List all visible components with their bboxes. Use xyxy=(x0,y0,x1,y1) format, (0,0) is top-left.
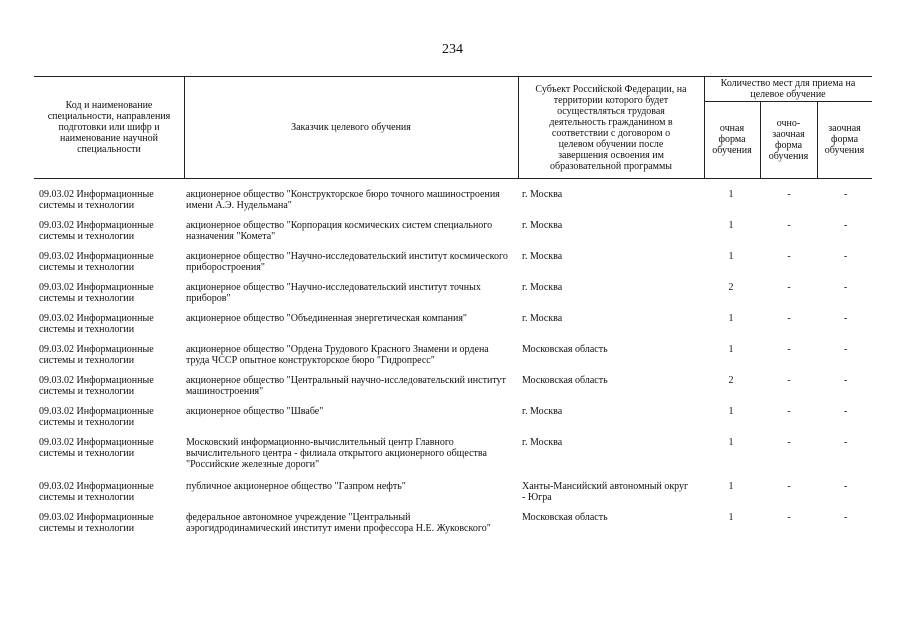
cell-part-time: - xyxy=(787,512,791,523)
table-header xyxy=(34,76,872,179)
cell-extramural: - xyxy=(843,251,848,262)
cell-code: 09.03.02 Информационные системы и технологии xyxy=(39,437,154,459)
cell-customer: акционерное общество "Научно-исследовательский институт космического приборостроения" xyxy=(186,251,508,273)
cell-part-time: - xyxy=(787,313,791,324)
cell-extramural: - xyxy=(843,375,848,386)
header-full-time: очная форма обучения xyxy=(712,123,752,156)
cell-extramural: - xyxy=(843,313,848,324)
table-row xyxy=(34,481,872,512)
cell-extramural: - xyxy=(843,512,848,523)
page-number: 234 xyxy=(442,42,463,57)
cell-part-time: - xyxy=(787,481,791,492)
cell-code: 09.03.02 Информационные системы и технологии xyxy=(39,481,154,503)
cell-full-time: 1 xyxy=(728,220,734,231)
cell-extramural: - xyxy=(843,344,848,355)
cell-full-time: 1 xyxy=(728,406,734,417)
cell-code: 09.03.02 Информационные системы и технологии xyxy=(39,406,154,428)
cell-region: г. Москва xyxy=(522,406,563,417)
cell-region: г. Москва xyxy=(522,313,563,324)
cell-part-time: - xyxy=(787,282,791,293)
cell-code: 09.03.02 Информационные системы и технологии xyxy=(39,251,154,273)
cell-customer: федеральное автономное учреждение "Центральный аэрогидродинамический институт имени профессора Н.Е. Жуковского" xyxy=(186,512,491,534)
table-row xyxy=(34,512,872,556)
cell-full-time: 1 xyxy=(728,189,734,200)
cell-customer: акционерное общество "Центральный научно-исследовательский институт машиностроения" xyxy=(186,375,506,397)
cell-customer: акционерное общество "Швабе" xyxy=(186,406,324,417)
cell-customer: публичное акционерное общество "Газпром нефть" xyxy=(186,481,406,492)
header-customer: Заказчик целевого обучения xyxy=(291,122,411,133)
cell-region: Московская область xyxy=(522,375,608,386)
cell-customer: акционерное общество "Ордена Трудового Красного Знамени и ордена труда ЧССР опытное конструкторское бюро "Гидропресс" xyxy=(186,344,489,366)
cell-customer: Московский информационно-вычислительный центр Главного вычислительного центра - филиала открытого акционерного общества "Российские железные дороги" xyxy=(186,437,487,470)
cell-part-time: - xyxy=(787,437,791,448)
cell-full-time: 1 xyxy=(728,251,734,262)
cell-full-time: 1 xyxy=(728,344,734,355)
header-part-time: очно-заочная форма обучения xyxy=(768,117,809,162)
cell-part-time: - xyxy=(787,220,791,231)
cell-region: г. Москва xyxy=(522,282,563,293)
header-extramural: заочная форма обучения xyxy=(824,123,865,156)
header-region: Субъект Российской Федерации, на территории которого будет осуществляться трудовая деятельность гражданином в соответствии с договором о целевом обучении после завершения освоения им образовательной программы xyxy=(535,83,687,172)
cell-region: г. Москва xyxy=(522,220,563,231)
cell-extramural: - xyxy=(843,189,848,200)
table-row xyxy=(34,344,872,375)
table-row xyxy=(34,251,872,282)
cell-customer: акционерное общество "Конструкторское бюро точного машиностроения имени А.Э. Нудельмана" xyxy=(186,189,500,211)
cell-code: 09.03.02 Информационные системы и технологии xyxy=(39,344,154,366)
cell-part-time: - xyxy=(787,189,791,200)
cell-customer: акционерное общество "Корпорация космических систем специального назначения "Комета" xyxy=(186,220,493,242)
cell-code: 09.03.02 Информационные системы и технологии xyxy=(39,375,154,397)
cell-customer: акционерное общество "Объединенная энергетическая компания" xyxy=(186,313,468,324)
cell-code: 09.03.02 Информационные системы и технологии xyxy=(39,512,154,534)
cell-region: Московская область xyxy=(522,512,608,523)
table-row xyxy=(34,406,872,437)
cell-extramural: - xyxy=(843,406,848,417)
cell-customer: акционерное общество "Научно-исследовательский институт точных приборов" xyxy=(186,282,481,304)
cell-full-time: 1 xyxy=(728,437,734,448)
table-row xyxy=(34,437,872,481)
table-row xyxy=(34,220,872,251)
cell-extramural: - xyxy=(843,437,848,448)
cell-code: 09.03.02 Информационные системы и технологии xyxy=(39,220,154,242)
cell-extramural: - xyxy=(843,282,848,293)
cell-full-time: 1 xyxy=(728,481,734,492)
table-row xyxy=(34,189,872,220)
table-row xyxy=(34,282,872,313)
table-body xyxy=(34,189,872,556)
cell-full-time: 1 xyxy=(728,313,734,324)
cell-region: Московская область xyxy=(522,344,608,355)
cell-code: 09.03.02 Информационные системы и технологии xyxy=(39,282,154,304)
cell-extramural: - xyxy=(843,220,848,231)
cell-part-time: - xyxy=(787,251,791,262)
cell-region: г. Москва xyxy=(522,189,563,200)
cell-region: г. Москва xyxy=(522,251,563,262)
cell-code: 09.03.02 Информационные системы и технологии xyxy=(39,189,154,211)
table-row xyxy=(34,375,872,406)
header-places: Количество мест для приема на целевое обучение xyxy=(720,78,856,100)
cell-part-time: - xyxy=(787,406,791,417)
cell-code: 09.03.02 Информационные системы и технологии xyxy=(39,313,154,335)
cell-region: г. Москва xyxy=(522,437,563,448)
cell-full-time: 2 xyxy=(728,375,734,386)
cell-full-time: 2 xyxy=(728,282,734,293)
cell-part-time: - xyxy=(787,375,791,386)
cell-extramural: - xyxy=(843,481,848,492)
table-row xyxy=(34,313,872,344)
cell-region: Ханты-Мансийский автономный округ - Югра xyxy=(522,481,689,503)
cell-full-time: 1 xyxy=(728,512,734,523)
header-code: Код и наименование специальности, направления подготовки или шифр и наименование научной специальности xyxy=(47,100,171,155)
cell-part-time: - xyxy=(787,344,791,355)
